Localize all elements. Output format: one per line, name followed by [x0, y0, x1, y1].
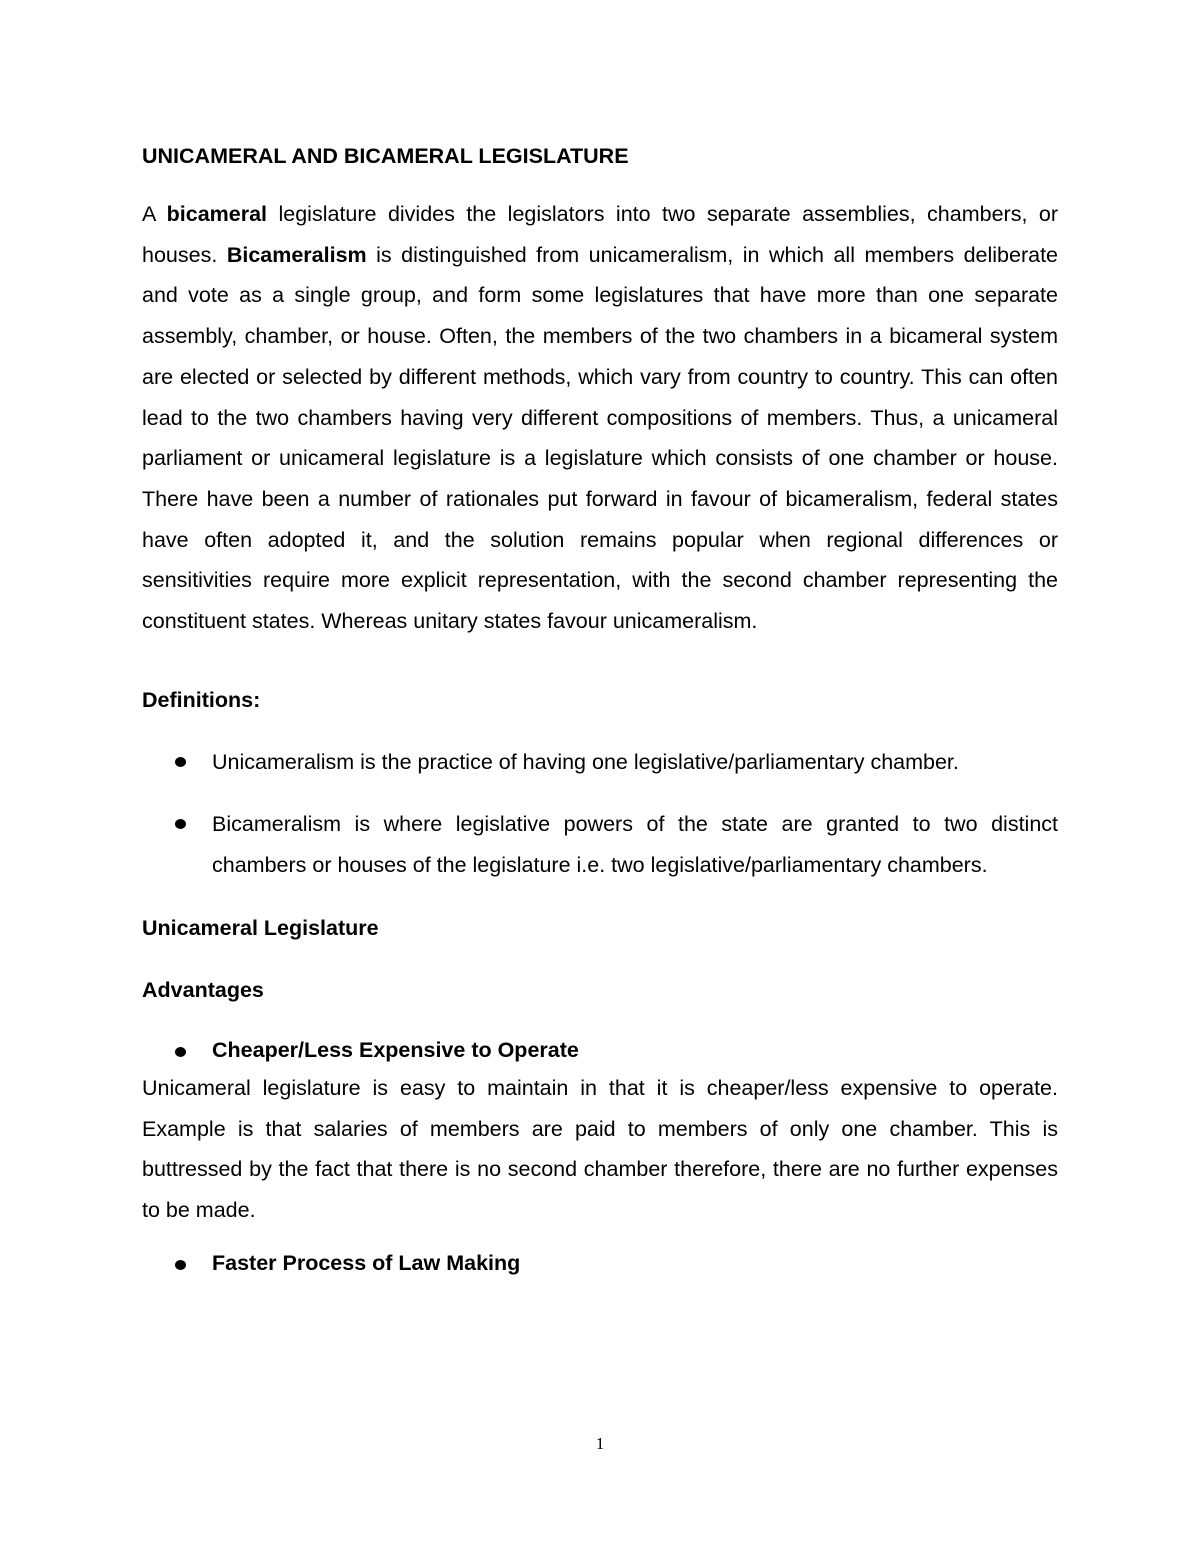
advantages-list-continued [142, 1245, 1058, 1281]
bullet-icon [175, 757, 186, 767]
page-number: 1 [595, 1434, 605, 1453]
intro-bold-bicameralism: Bicameralism [226, 242, 367, 267]
intro-text-3: is distinguished from unicameralism, in which all members deliberate and vote as a single group, and form some legislatures that have more than one separate assembly, chamber, or house. Often, the members of the two chambers in a bicameral system are elected or selected by different methods, which vary from country to country. This can often lead to the two chambers having very different compositions of members. Thus, a unicameral parliament or unicameral legislature is a legislature which consists of one chamber or house. There have been a number of rationales put forward in favour of bicameralism, federal states have often adopted it, and the solution remains popular when regional differences or sensitivities require more explicit representation, with the second chamber representing the constituent states. Whereas unitary states favour unicameralism. [142, 242, 1058, 634]
bullet-icon [175, 1047, 186, 1057]
definition-item-bicameralism [142, 804, 1058, 885]
definition-text: Unicameralism is the practice of having one legislative/parliamentary chamber. [212, 749, 959, 774]
definitions-heading: Definitions: [142, 687, 261, 712]
intro-text-1: A [142, 202, 167, 226]
advantages-list [142, 1032, 1058, 1068]
advantage-paragraph-cheaper: Unicameral legislature is easy to maintain in that it is cheaper/less expensive to operate. Example is that salaries of members are paid to members of only one chamber. This is buttressed by the fact that there is no second chamber therefore, there are no further expenses to be made. [142, 1075, 1058, 1222]
intro-text-2: legislature divides the legislators into two separate assemblies, chambers, or houses. [142, 202, 1058, 267]
advantage-title: Faster Process of Law Making [212, 1250, 521, 1275]
page-content [142, 138, 1058, 1281]
advantage-item-faster [142, 1245, 1058, 1281]
advantage-item-cheaper [142, 1032, 1058, 1068]
intro-paragraph [142, 194, 1058, 642]
definition-item-unicameralism [142, 742, 1058, 783]
definitions-list [142, 742, 1058, 886]
bullet-icon [175, 819, 186, 829]
advantage-title: Cheaper/Less Expensive to Operate [212, 1037, 579, 1062]
document-title: UNICAMERAL AND BICAMERAL LEGISLATURE [142, 144, 629, 168]
advantages-heading: Advantages [142, 977, 264, 1002]
definition-text: Bicameralism is where legislative powers of the state are granted to two distinct chambers or houses of the legislature i.e. two legislative/parliamentary chambers. [212, 812, 1058, 878]
unicameral-heading: Unicameral Legislature [142, 915, 379, 940]
intro-bold-bicameral: bicameral [166, 202, 268, 226]
bullet-icon [175, 1260, 186, 1270]
